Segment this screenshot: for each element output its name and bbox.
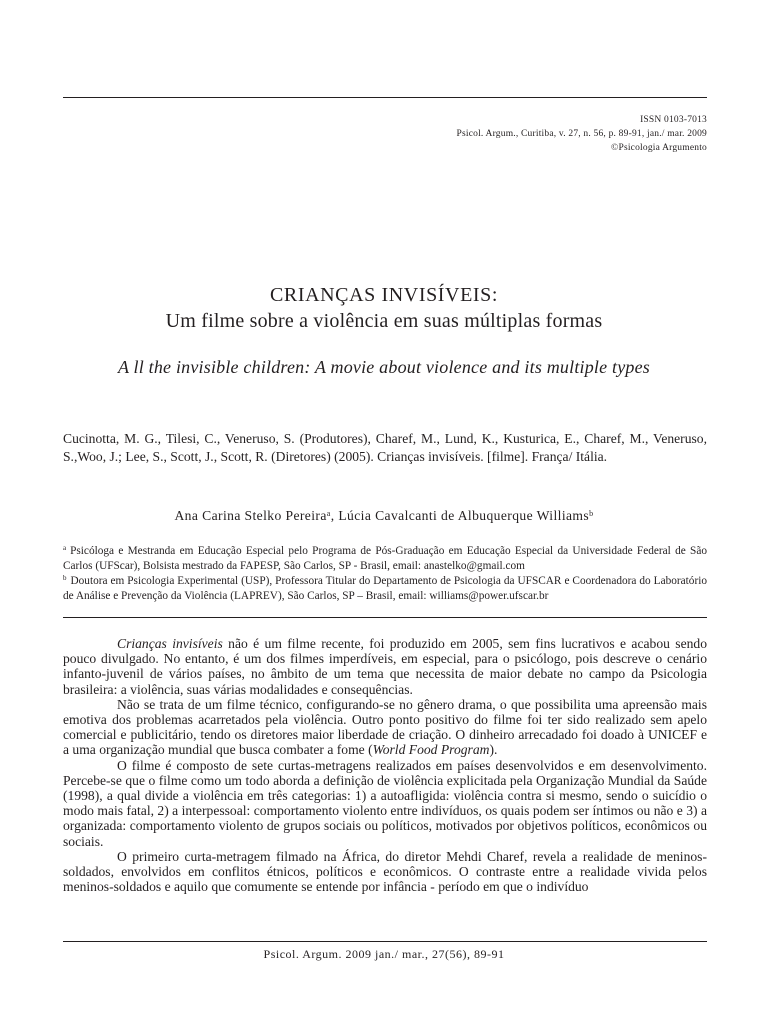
affiliation-a-mark: a bbox=[63, 544, 67, 552]
paragraph-3-text: O filme é composto de sete curtas-metragens realizados em países desenvolvidos e em desenvolvimento. Percebe-se que o filme como um todo aborda a definição de violência explicitada pela Organização Mundial da Saúde (1998), a qual divide a violência em três categorias: 1) a autoafligida: violência contra si mesmo, sendo o suicídio o modo mais fatal, 2) a interpessoal: comportamento violento entre indivíduos, os quais podem ser íntimos ou não e 3) a organizada: comportamento violento de grupos sociais ou políticos, motivados por objetivos políticos, econômicos ou sociais. bbox=[63, 757, 707, 849]
paragraph-4-text: O primeiro curta-metragem filmado na África, do diretor Mehdi Charef, revela a realidade de meninos-soldados, envolvidos em conflitos étnicos, políticos e econômicos. O contraste entre a realidade vivida pelos meninos-soldados e aquilo que comumente se entende por infância - período em que o indivíduo bbox=[63, 848, 707, 895]
middle-rule bbox=[63, 617, 707, 618]
paragraph-2-end: ). bbox=[489, 742, 498, 758]
journal-citation: Psicol. Argum., Curitiba, v. 27, n. 56, p. 89-91, jan./ mar. 2009 bbox=[456, 129, 707, 139]
affiliation-b-text: Doutora em Psicologia Experimental (USP), Professora Titular do Departamento de Psicologia da UFSCAR e Coordenadora do Laboratório de Análise e Prevenção da Violência (LAPREV), São Carlos, SP – Brasil, email: williams@power.ufscar.br bbox=[63, 575, 707, 602]
top-rule bbox=[63, 97, 707, 98]
affiliation-a-text: Psicóloga e Mestranda em Educação Especial pelo Programa de Pós-Graduação em Educação Especial da Universidade Federal de São Carlos (UFScar), Bolsista mestrado da FAPESP, São Carlos, SP - Brasil, email: anastelko@gmail.com bbox=[63, 545, 707, 572]
film-title-italic: Crianças invisíveis bbox=[117, 636, 223, 651]
paragraph-1 bbox=[63, 636, 707, 697]
author-separator: , bbox=[330, 508, 339, 523]
page-footer: Psicol. Argum. 2009 jan./ mar., 27(56), 89-91 bbox=[263, 947, 505, 961]
affiliation-b bbox=[63, 571, 707, 604]
paragraph-2 bbox=[63, 697, 707, 758]
article-title: CRIANÇAS INVISÍVEIS: bbox=[269, 284, 499, 306]
paragraph-2-text: Não se trata de um filme técnico, configurando-se no gênero drama, o que possibilita uma apreensão mais emotiva dos problemas acarretados pela violência. Outro ponto positivo do filme foi ter sido realizado sem apelo comercial e publicitário, tendo os diretores maior liberdade de criação. O dinheiro arrecadado foi doado à UNICEF e a uma organização mundial que busca combater a fome ( bbox=[63, 696, 707, 758]
english-title: A ll the invisible children: A movie about violence and its multiple types bbox=[117, 357, 651, 377]
copyright: ©Psicologia Argumento bbox=[611, 143, 707, 153]
paragraph-4 bbox=[63, 849, 707, 895]
issn: ISSN 0103-7013 bbox=[640, 115, 707, 125]
bottom-rule bbox=[63, 941, 707, 942]
journal-header bbox=[457, 113, 708, 155]
affiliation-a bbox=[63, 541, 707, 574]
film-reference: Cucinotta, M. G., Tilesi, C., Veneruso, S. (Produtores), Charef, M., Lund, K., Kusturica, E., Charef, M., Veneruso, S.,Woo, J.; Lee, S., Scott, J., Scott, R. (Diretores) (2005). Crianças invisíveis. [filme]. França/ Itália. bbox=[63, 431, 707, 464]
paragraph-2-italic: World Food Program bbox=[372, 742, 490, 758]
paragraph-3 bbox=[63, 758, 707, 849]
article-subtitle: Um filme sobre a violência em suas múltiplas formas bbox=[165, 310, 603, 332]
article-body bbox=[63, 636, 707, 894]
author-1: Ana Carina Stelko Pereira bbox=[174, 508, 327, 523]
author-1-mark: a bbox=[326, 509, 331, 518]
author-line bbox=[0, 508, 768, 524]
affiliation-b-mark: b bbox=[63, 574, 67, 582]
author-2: Lúcia Cavalcanti de Albuquerque Williams bbox=[338, 508, 590, 523]
author-2-mark: b bbox=[589, 509, 594, 518]
paragraph-1-text: não é um filme recente, foi produzido em 2005, sem fins lucrativos e acabou sendo pouco divulgado. No entanto, é um dos filmes imperdíveis, em especial, para o psicólogo, pois descreve o cenário infanto-juvenil de vários países, no âmbito de um tema que necessita de maior debate no campo da Psicologia brasileira: a violência, suas várias modalidades e consequências. bbox=[63, 636, 707, 697]
